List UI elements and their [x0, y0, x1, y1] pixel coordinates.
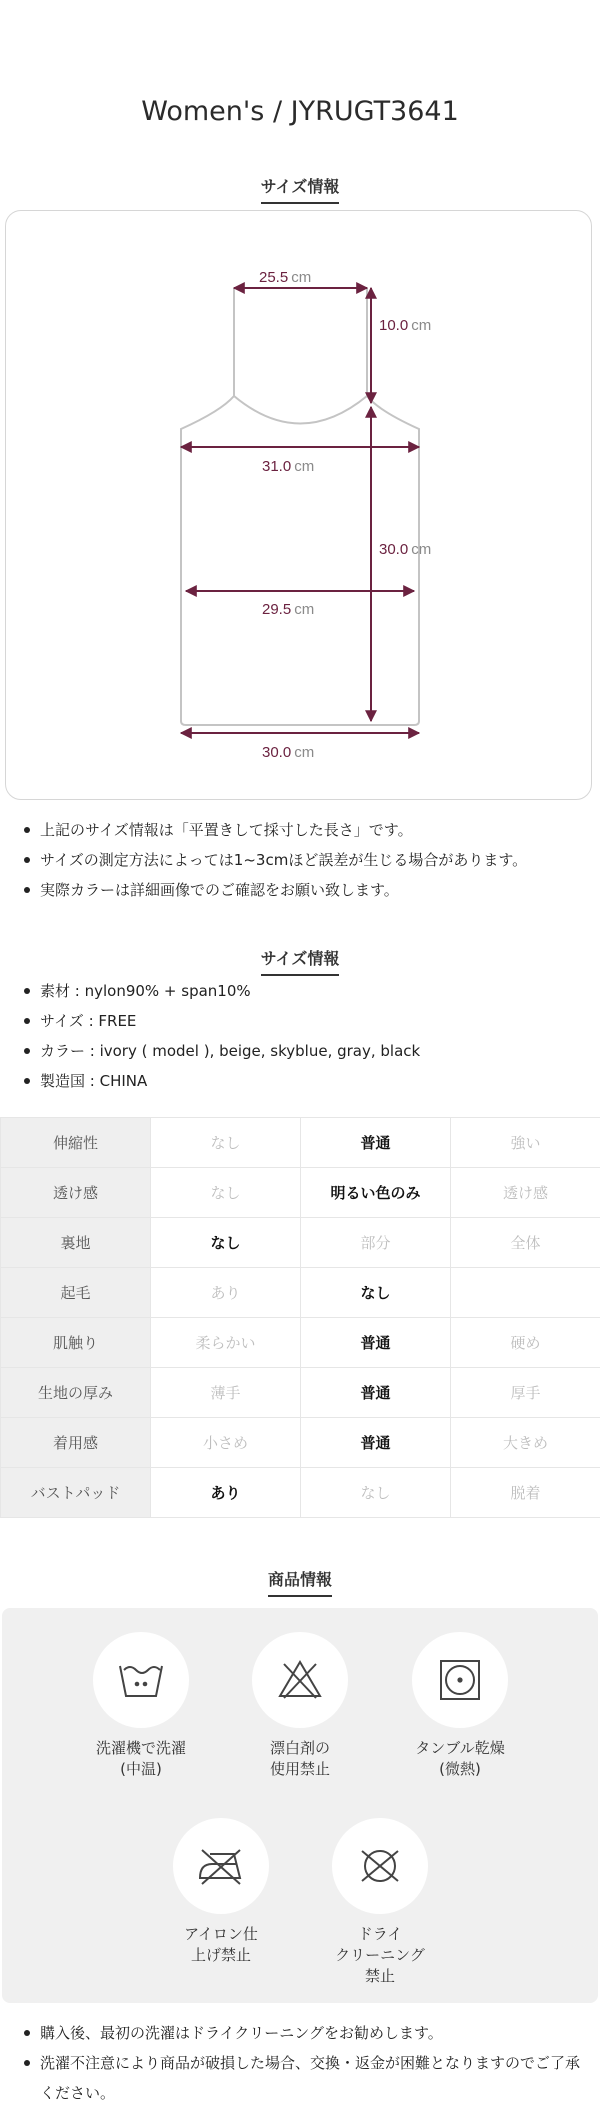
garment-diagram — [6, 211, 593, 801]
care-item-iron — [146, 1818, 296, 1966]
material-list — [22, 976, 582, 1096]
unit-label: cm — [291, 269, 312, 286]
spec-row — [1, 1118, 600, 1168]
care-note: 洗濯不注意により商品が破損した場合、交換・返金が困難となりますのでご了承ください。 — [22, 2048, 582, 2108]
spec-label: 生地の厚み — [1, 1368, 151, 1418]
tumble-dry-icon — [438, 1658, 482, 1702]
care-label-washing: 洗濯機で洗濯 (中温) — [95, 1739, 186, 1778]
size-notes-list — [22, 815, 582, 905]
size-note: サイズの測定方法によっては1~3cmほど誤差が生じる場合があります。 — [22, 845, 582, 875]
care-label-dryclean: ドライ クリーニング 禁止 — [335, 1925, 425, 1985]
spec-option: 硬め — [451, 1318, 600, 1368]
spec-option-selected: 明るい色のみ — [301, 1168, 451, 1218]
unit-label: cm — [411, 541, 432, 558]
spec-row — [1, 1218, 600, 1268]
waist-value: 29.5 — [262, 601, 292, 618]
care-label-iron: アイロン仕 上げ禁止 — [184, 1925, 258, 1964]
care-item-tumble — [385, 1632, 535, 1780]
svg-text:30.0cm — [379, 541, 431, 558]
unit-label: cm — [294, 744, 315, 761]
spec-option: 大きめ — [451, 1418, 600, 1468]
material-item: カラー : ivory ( model ), beige, skyblue, gray, black — [22, 1036, 582, 1066]
care-item-bleach — [225, 1632, 375, 1780]
spec-label: 伸縮性 — [1, 1118, 151, 1168]
strap-width-value: 25.5 — [259, 269, 289, 286]
spec-row — [1, 1418, 600, 1468]
spec-option: 厚手 — [451, 1368, 600, 1418]
spec-label: 着用感 — [1, 1418, 151, 1468]
svg-text:10.0cm — [379, 317, 431, 334]
spec-option-selected: なし — [151, 1218, 301, 1268]
spec-option-selected: 普通 — [301, 1118, 451, 1168]
spec-option: 薄手 — [151, 1368, 301, 1418]
garment-outline — [181, 288, 419, 725]
care-label-tumble: タンブル乾燥 (微熱) — [415, 1739, 505, 1778]
spec-row — [1, 1468, 600, 1518]
size-diagram-panel — [5, 210, 592, 800]
spec-option-selected: 普通 — [301, 1318, 451, 1368]
material-item: サイズ : FREE — [22, 1006, 582, 1036]
spec-label: バストパッド — [1, 1468, 151, 1518]
size-note: 上記のサイズ情報は「平置きして採寸した長さ」です。 — [22, 815, 582, 845]
strap-length-value: 10.0 — [379, 317, 409, 334]
material-item: 製造国 : CHINA — [22, 1066, 582, 1096]
spec-option: 全体 — [451, 1218, 600, 1268]
care-notes-list — [22, 2018, 582, 2108]
spec-option: なし — [151, 1118, 301, 1168]
unit-label: cm — [294, 458, 315, 475]
hem-value: 30.0 — [262, 744, 292, 761]
care-note: 購入後、最初の洗濯はドライクリーニングをお勧めします。 — [22, 2018, 582, 2048]
spec-label: 起毛 — [1, 1268, 151, 1318]
svg-text:30.0cm — [262, 744, 314, 761]
material-item: 素材 : nylon90% + span10% — [22, 976, 582, 1006]
spec-option-selected: 普通 — [301, 1368, 451, 1418]
no-dry-clean-icon — [357, 1843, 403, 1889]
size-section-heading: サイズ情報 — [0, 174, 600, 204]
spec-option: 脱着 — [451, 1468, 600, 1518]
care-item-washing — [66, 1632, 216, 1780]
spec-option: なし — [151, 1168, 301, 1218]
body-length-value: 30.0 — [379, 541, 409, 558]
care-section-heading: 商品情報 — [0, 1567, 600, 1597]
size-note: 実際カラーは詳細画像でのご確認をお願い致します。 — [22, 875, 582, 905]
spec-option-selected: 普通 — [301, 1418, 451, 1468]
spec-option: 強い — [451, 1118, 600, 1168]
spec-label: 裏地 — [1, 1218, 151, 1268]
chest-value: 31.0 — [262, 458, 292, 475]
spec-option: あり — [151, 1268, 301, 1318]
material-section-heading: サイズ情報 — [0, 946, 600, 976]
fabric-spec-table — [0, 1117, 600, 1518]
spec-row — [1, 1368, 600, 1418]
care-label-bleach: 漂白剤の 使用禁止 — [269, 1739, 330, 1778]
unit-label: cm — [411, 317, 432, 334]
spec-row — [1, 1318, 600, 1368]
svg-text:31.0cm — [262, 458, 314, 475]
spec-label: 透け感 — [1, 1168, 151, 1218]
spec-option-selected: あり — [151, 1468, 301, 1518]
care-item-dryclean — [305, 1818, 455, 1987]
spec-option: 柔らかい — [151, 1318, 301, 1368]
no-bleach-icon — [276, 1658, 324, 1702]
washing-machine-icon — [118, 1660, 164, 1700]
unit-label: cm — [294, 601, 315, 618]
product-title: Women's / JYRUGT3641 — [141, 96, 459, 127]
spec-row — [1, 1268, 600, 1318]
svg-text:29.5cm — [262, 601, 314, 618]
spec-row — [1, 1168, 600, 1218]
spec-option: 小さめ — [151, 1418, 301, 1468]
spec-option — [451, 1268, 600, 1318]
spec-option-selected: なし — [301, 1268, 451, 1318]
spec-option: 透け感 — [451, 1168, 600, 1218]
svg-text:25.5cm — [259, 269, 311, 286]
spec-option: 部分 — [301, 1218, 451, 1268]
care-instructions-panel — [2, 1608, 598, 2003]
spec-label: 肌触り — [1, 1318, 151, 1368]
spec-option: なし — [301, 1468, 451, 1518]
no-iron-icon — [196, 1846, 246, 1886]
